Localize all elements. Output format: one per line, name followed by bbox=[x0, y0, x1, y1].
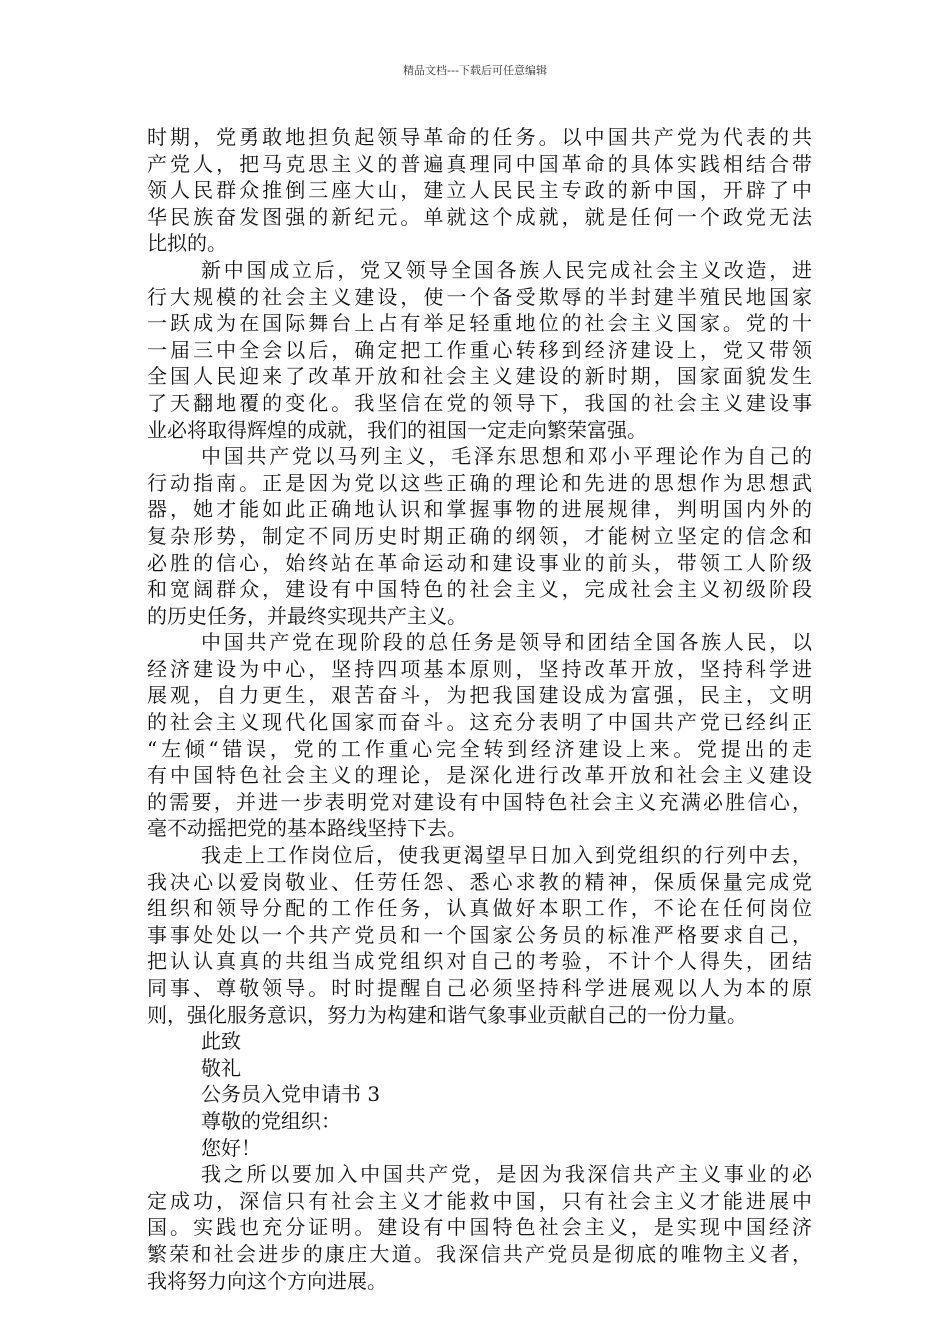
paragraph bbox=[147, 629, 812, 842]
text-line: “左倾“错误，党的工作重心完全转到经济建设上来。党提出的走 bbox=[147, 736, 812, 761]
text-line: 行动指南。正是因为党以这些正确的理论和先进的思想作为思想武 bbox=[147, 470, 812, 495]
paragraph bbox=[147, 1028, 812, 1055]
text-line: 您好！ bbox=[201, 1135, 261, 1160]
text-line: 我决心以爱岗敬业、任劳任怨、悉心求教的精神，保质保量完成党 bbox=[147, 869, 812, 894]
paragraph bbox=[147, 1081, 812, 1108]
text-line: 一届三中全会以后，确定把工作重心转移到经济建设上，党又带领 bbox=[147, 337, 812, 362]
text-line: 和宽阔群众，建设有中国特色的社会主义，完成社会主义初级阶段 bbox=[147, 577, 812, 602]
text-line: 繁荣和社会进步的康庄大道。我深信共产党员是彻底的唯物主义者， bbox=[147, 1241, 812, 1266]
text-line: 同事、尊敬领导。时时提醒自己必须坚持科学进展观以人为本的原 bbox=[147, 976, 812, 1000]
text-line: 国。实践也充分证明。建设有中国特色社会主义，是实现中国经济 bbox=[147, 1215, 812, 1240]
paragraph bbox=[147, 1108, 812, 1135]
text-line: 公务员入党申请书 3 bbox=[201, 1082, 381, 1107]
paragraph bbox=[147, 443, 812, 629]
text-line: 中国共产党在现阶段的总任务是领导和团结全国各族人民，以 bbox=[201, 630, 812, 655]
paragraph bbox=[147, 842, 812, 1028]
paragraph bbox=[147, 1055, 812, 1082]
paragraph bbox=[147, 1161, 812, 1294]
text-line: 行大规模的社会主义建设，使一个备受欺辱的半封建半殖民地国家 bbox=[147, 284, 812, 309]
text-line: 毫不动摇把党的基本路线坚持下去。 bbox=[147, 816, 467, 841]
text-line: 尊敬的党组织： bbox=[201, 1108, 341, 1133]
text-line: 经济建设为中心，坚持四项基本原则，坚持改革开放，坚持科学进 bbox=[147, 656, 812, 681]
paragraph bbox=[147, 257, 812, 443]
text-line: 则，强化服务意识，努力为构建和谐气象事业贡献自己的一份力量。 bbox=[147, 1002, 747, 1027]
text-line: 时期，党勇敢地担负起领导革命的任务。以中国共产党为代表的共 bbox=[147, 125, 812, 149]
text-line: 中国共产党以马列主义，毛泽东思想和邓小平理论作为自己的 bbox=[201, 444, 812, 469]
text-line: 把认认真真的共组当成党组织对自己的考验，不计个人得失，团结 bbox=[147, 949, 812, 974]
text-line: 此致 bbox=[201, 1029, 241, 1054]
text-line: 全国人民迎来了改革开放和社会主义建设的新时期，国家面貌发生 bbox=[147, 364, 812, 389]
text-line: 领人民群众推倒三座大山，建立人民民主专政的新中国，开辟了中 bbox=[147, 178, 812, 203]
text-line: 的社会主义现代化国家而奋斗。这充分表明了中国共产党已经纠正 bbox=[147, 710, 812, 735]
text-line: 华民族奋发图强的新纪元。单就这个成就，就是任何一个政党无法 bbox=[147, 204, 812, 229]
text-line: 我之所以要加入中国共产党，是因为我深信共产主义事业的必 bbox=[201, 1162, 812, 1187]
text-line: 敬礼 bbox=[201, 1055, 241, 1080]
text-line: 事事处处以一个共产党员和一个国家公务员的标准严格要求自己， bbox=[147, 922, 812, 947]
text-line: 了天翻地覆的变化。我坚信在党的领导下，我国的社会主义建设事 bbox=[147, 390, 812, 415]
paragraph bbox=[147, 1135, 812, 1162]
text-line: 比拟的。 bbox=[147, 231, 227, 256]
text-line: 的需要，并进一步表明党对建设有中国特色社会主义充满必胜信心， bbox=[147, 789, 812, 814]
paragraph bbox=[147, 124, 812, 257]
text-line: 必胜的信心，始终站在革命运动和建设事业的前头，带领工人阶级 bbox=[147, 550, 812, 575]
page-header: 精品文档---下载后可任意编辑 bbox=[403, 64, 547, 77]
text-line: 器，她才能如此正确地认识和掌握事物的进展规律，判明国内外的 bbox=[147, 497, 812, 522]
text-line: 定成功，深信只有社会主义才能救中国，只有社会主义才能进展中 bbox=[147, 1188, 812, 1213]
text-line: 业必将取得辉煌的成就，我们的祖国一定走向繁荣富强。 bbox=[147, 417, 647, 442]
text-line: 新中国成立后，党又领导全国各族人民完成社会主义改造，进 bbox=[201, 257, 812, 282]
text-line: 的历史任务，并最终实现共产主义。 bbox=[147, 603, 467, 628]
text-line: 复杂形势，制定不同历史时期正确的纲领，才能树立坚定的信念和 bbox=[147, 523, 812, 548]
text-line: 我走上工作岗位后，使我更渴望早日加入到党组织的行列中去， bbox=[201, 843, 812, 868]
document-body bbox=[147, 124, 812, 1294]
text-line: 组织和领导分配的工作任务，认真做好本职工作，不论在任何岗位 bbox=[147, 896, 812, 921]
text-line: 产党人，把马克思主义的普遍真理同中国革命的具体实践相结合带 bbox=[147, 151, 812, 176]
text-line: 我将努力向这个方向进展。 bbox=[147, 1268, 387, 1293]
text-line: 一跃成为在国际舞台上占有举足轻重地位的社会主义国家。党的十 bbox=[147, 311, 812, 336]
text-line: 有中国特色社会主义的理论，是深化进行改革开放和社会主义建设 bbox=[147, 763, 812, 788]
text-line: 展观，自力更生，艰苦奋斗，为把我国建设成为富强，民主，文明 bbox=[147, 683, 812, 708]
